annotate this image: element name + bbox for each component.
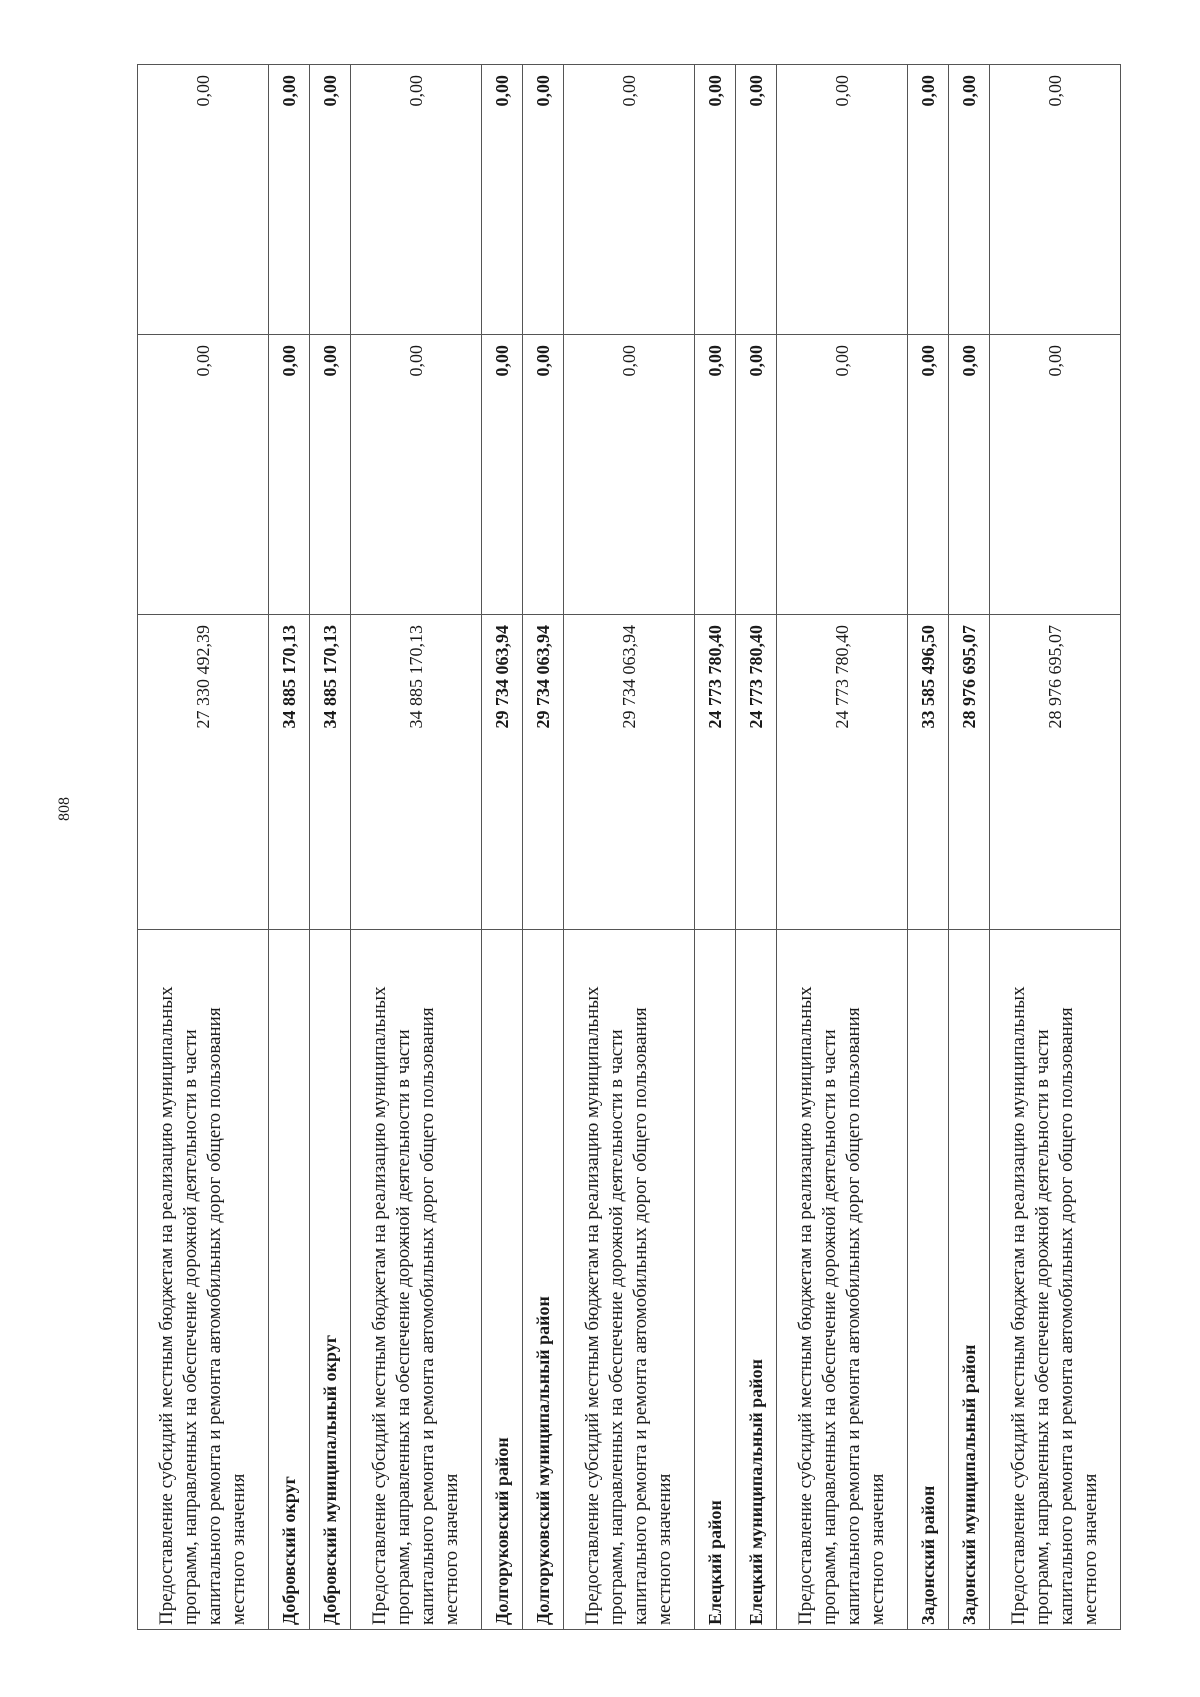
row-name-cell: Добровский муниципальный округ (310, 930, 351, 1630)
value-2025-cell: 0,00 (908, 65, 949, 335)
value-2025-cell: 0,00 (990, 65, 1121, 335)
value-2024-cell: 0,00 (482, 335, 523, 615)
value-2024-cell: 0,00 (777, 335, 908, 615)
budget-table-body (138, 65, 1121, 1630)
value-2023-cell: 33 585 496,50 (908, 615, 949, 930)
value-2025-cell: 0,00 (351, 65, 482, 335)
table-row (949, 65, 990, 1630)
value-2024-cell: 0,00 (564, 335, 695, 615)
value-2024-cell: 0,00 (736, 335, 777, 615)
row-name-cell: Предоставление субсидий местным бюджетам на реализацию муниципальных программ, направленных на обеспечение дорожной деятельности в части капитального ремонта и ремонта автомобильных дорог общего пользования местного значения (564, 930, 695, 1630)
row-name-cell: Предоставление субсидий местным бюджетам на реализацию муниципальных программ, направленных на обеспечение дорожной деятельности в части капитального ремонта и ремонта автомобильных дорог общего пользования местного значения (351, 930, 482, 1630)
value-2023-cell: 29 734 063,94 (523, 615, 564, 930)
value-2023-cell: 34 885 170,13 (269, 615, 310, 930)
value-2025-cell: 0,00 (564, 65, 695, 335)
row-name-cell: Задонский район (908, 930, 949, 1630)
value-2023-cell: 28 976 695,07 (990, 615, 1121, 930)
value-2023-cell: 29 734 063,94 (564, 615, 695, 930)
table-row (908, 65, 949, 1630)
value-2023-cell: 27 330 492,39 (138, 615, 269, 930)
value-2024-cell: 0,00 (351, 335, 482, 615)
value-2025-cell: 0,00 (949, 65, 990, 335)
value-2024-cell: 0,00 (138, 335, 269, 615)
table-row (269, 65, 310, 1630)
value-2024-cell: 0,00 (908, 335, 949, 615)
table-row (736, 65, 777, 1630)
value-2025-cell: 0,00 (138, 65, 269, 335)
table-row (482, 65, 523, 1630)
value-2024-cell: 0,00 (695, 335, 736, 615)
value-2024-cell: 0,00 (269, 335, 310, 615)
value-2025-cell: 0,00 (310, 65, 351, 335)
value-2023-cell: 24 773 780,40 (695, 615, 736, 930)
row-name-cell: Задонский муниципальный район (949, 930, 990, 1630)
value-2023-cell: 24 773 780,40 (777, 615, 908, 930)
value-2025-cell: 0,00 (736, 65, 777, 335)
row-name-cell: Добровский округ (269, 930, 310, 1630)
budget-table (137, 64, 1121, 1630)
table-row (310, 65, 351, 1630)
value-2025-cell: 0,00 (523, 65, 564, 335)
value-2024-cell: 0,00 (523, 335, 564, 615)
value-2025-cell: 0,00 (269, 65, 310, 335)
budget-table-rotated (137, 65, 1101, 1630)
row-name-cell: Предоставление субсидий местным бюджетам на реализацию муниципальных программ, направленных на обеспечение дорожной деятельности в части капитального ремонта и ремонта автомобильных дорог общего пользования местного значения (777, 930, 908, 1630)
table-row (351, 65, 482, 1630)
value-2024-cell: 0,00 (990, 335, 1121, 615)
row-name-cell: Елецкий муниципальный район (736, 930, 777, 1630)
row-name-cell: Долгоруковский район (482, 930, 523, 1630)
row-name-cell: Предоставление субсидий местным бюджетам на реализацию муниципальных программ, направленных на обеспечение дорожной деятельности в части капитального ремонта и ремонта автомобильных дорог общего пользования местного значения (138, 930, 269, 1630)
table-row (138, 65, 269, 1630)
table-row (990, 65, 1121, 1630)
row-name-cell: Предоставление субсидий местным бюджетам на реализацию муниципальных программ, направленных на обеспечение дорожной деятельности в части капитального ремонта и ремонта автомобильных дорог общего пользования местного значения (990, 930, 1121, 1630)
table-row (564, 65, 695, 1630)
value-2023-cell: 34 885 170,13 (351, 615, 482, 930)
value-2024-cell: 0,00 (310, 335, 351, 615)
page-number: 808 (56, 797, 73, 821)
table-row (523, 65, 564, 1630)
value-2025-cell: 0,00 (777, 65, 908, 335)
table-row (695, 65, 736, 1630)
row-name-cell: Елецкий район (695, 930, 736, 1630)
table-row (777, 65, 908, 1630)
value-2025-cell: 0,00 (482, 65, 523, 335)
value-2023-cell: 28 976 695,07 (949, 615, 990, 930)
value-2025-cell: 0,00 (695, 65, 736, 335)
value-2023-cell: 29 734 063,94 (482, 615, 523, 930)
row-name-cell: Долгоруковский муниципальный район (523, 930, 564, 1630)
value-2023-cell: 24 773 780,40 (736, 615, 777, 930)
value-2024-cell: 0,00 (949, 335, 990, 615)
value-2023-cell: 34 885 170,13 (310, 615, 351, 930)
